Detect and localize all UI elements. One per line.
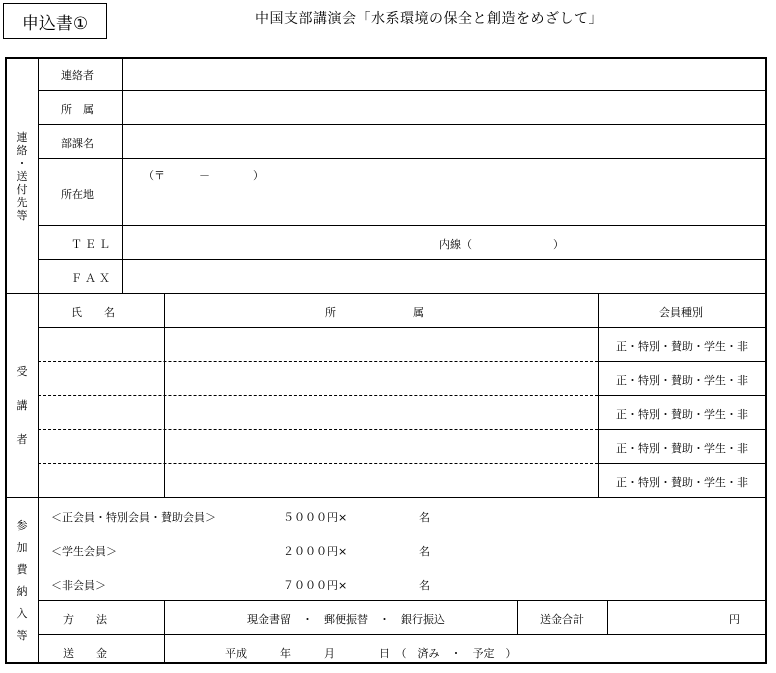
- fee-item-label: ＜非会員＞: [51, 579, 106, 592]
- fee-item-price: ５０００円×: [283, 511, 348, 524]
- form-tag: 申込書①: [3, 3, 107, 39]
- remit-date[interactable]: 平成 年 月 日 （ 済み ・ 予定 ）: [225, 647, 517, 660]
- contact-label-divider: [122, 59, 123, 293]
- application-form-table: [5, 57, 767, 664]
- member-type-options[interactable]: 正・特別・賛助・学生・非: [616, 476, 748, 489]
- attendee-affiliation-header: 所 属: [325, 306, 424, 319]
- attendee-name-header: 氏 名: [71, 306, 115, 319]
- member-type-header: 会員種別: [659, 306, 703, 319]
- fee-item-unit: 名: [419, 545, 430, 558]
- attendee-row-divider: [38, 395, 598, 396]
- row-divider: [38, 600, 767, 601]
- attendee-section-label: 受 講 者: [16, 365, 28, 446]
- row-divider: [38, 124, 767, 125]
- department-label: 部課名: [61, 137, 94, 150]
- fee-section-label: 参 加 費 納 入 等: [16, 519, 28, 642]
- attendee-row-divider: [598, 429, 767, 430]
- row-divider: [38, 225, 767, 226]
- contact-person-label: 連絡者: [61, 69, 94, 82]
- total-value-divider: [607, 600, 608, 634]
- fee-item-unit: 名: [419, 579, 430, 592]
- section-divider: [7, 293, 767, 294]
- method-options[interactable]: 現金書留 ・ 郵便振替 ・ 銀行振込: [247, 613, 445, 626]
- postal-close: ）: [253, 169, 264, 182]
- method-label: 方 法: [63, 613, 107, 626]
- attendee-row-divider: [38, 463, 598, 464]
- fee-item-price: ７０００円×: [283, 579, 348, 592]
- fee-item-unit: 名: [419, 511, 430, 524]
- row-divider: [38, 90, 767, 91]
- attendee-header-divider: [38, 327, 767, 328]
- attendee-row-divider: [598, 361, 767, 362]
- attendee-row-divider: [38, 429, 598, 430]
- attendee-row-divider: [598, 463, 767, 464]
- member-type-options[interactable]: 正・特別・賛助・学生・非: [616, 374, 748, 387]
- fee-item-price: ２０００円×: [283, 545, 348, 558]
- address-label: 所在地: [61, 188, 94, 201]
- fee-item-label: ＜学生会員＞: [51, 545, 117, 558]
- contact-section-label: 連 絡 ・ 送 付 先 等: [16, 131, 28, 222]
- row-divider: [38, 259, 767, 260]
- member-type-options[interactable]: 正・特別・賛助・学生・非: [616, 408, 748, 421]
- row-divider: [38, 158, 767, 159]
- member-type-options[interactable]: 正・特別・賛助・学生・非: [616, 442, 748, 455]
- fee-item-label: ＜正会員・特別会員・賛助会員＞: [51, 511, 216, 524]
- member-type-options[interactable]: 正・特別・賛助・学生・非: [616, 340, 748, 353]
- affiliation-label: 所 属: [61, 103, 94, 116]
- extension-label: 内線（: [439, 238, 472, 251]
- extension-close: ）: [553, 238, 564, 251]
- postal-dash: －: [199, 169, 210, 182]
- attendee-row-divider: [38, 361, 598, 362]
- attendee-row-divider: [598, 395, 767, 396]
- total-unit: 円: [729, 613, 740, 626]
- total-label: 送金合計: [540, 613, 584, 626]
- row-divider: [38, 634, 767, 635]
- fax-label: ＦＡＸ: [71, 272, 113, 285]
- section-divider: [7, 497, 767, 498]
- page-title: 中国支部講演会「水系環境の保全と創造をめざして」: [255, 11, 603, 27]
- method-label-divider: [164, 600, 165, 664]
- total-label-divider: [517, 600, 518, 634]
- remit-label: 送 金: [63, 647, 107, 660]
- postal-prefix: （〒: [143, 169, 165, 182]
- tel-label: ＴＥＬ: [71, 238, 113, 251]
